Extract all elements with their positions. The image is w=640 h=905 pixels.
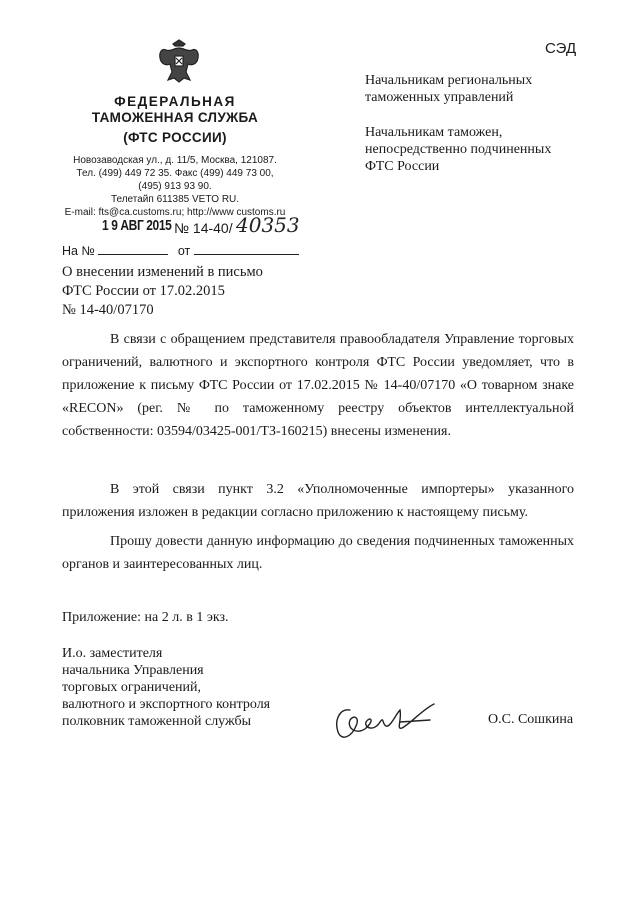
signer-line3: торговых ограничений,: [62, 680, 202, 695]
ref-from-label: от: [177, 244, 191, 258]
subject-line1: О внесении изменений в письмо: [62, 264, 263, 280]
outgoing-number-handwritten: 40353: [236, 213, 300, 237]
ref-date-blank: [194, 243, 299, 255]
signer-line5: полковник таможенной службы: [62, 714, 252, 729]
body-paragraph-1: В связи с обращением представителя правообладателя Управление торговых ограничений, валютного и экспортного контроля ФТС России уведомляет, что в приложение к письму ФТС России от 17.02.2015 № 14-40/07170 «О товарном знаке «RECON» (рег. № по таможенному реестру объектов интеллектуальной собственности: 03594/03425-001/ТЗ-160215) внесены изменения.: [62, 332, 574, 439]
org-name-line1: ФЕДЕРАЛЬНАЯ: [114, 94, 236, 109]
date-stamp: 1 9 АВГ 2015: [102, 217, 172, 234]
recipient-2-line1: Начальникам таможен,: [365, 125, 503, 140]
recipient-1: [365, 72, 605, 106]
subject-line3: № 14-40/07170: [62, 302, 154, 318]
org-name-line3: (ФТС РОССИИ): [123, 130, 227, 145]
ref-label: На №: [62, 244, 95, 258]
contact-block: [60, 154, 290, 219]
body-paragraph-2: В этой связи пункт 3.2 «Уполномоченные импортеры» указанного приложения изложен в редакции согласно приложению к настоящему письму.: [62, 482, 574, 520]
address: Новозаводская ул., д. 11/5, Москва, 121087.: [73, 155, 277, 166]
subject-line2: ФТС России от 17.02.2015: [62, 283, 225, 299]
email: E-mail: fts@ca.customs.ru; http://www customs.ru: [64, 207, 286, 218]
recipient-2-line2: непосредственно подчиненных: [365, 142, 552, 157]
recipient-2: [365, 124, 605, 175]
recipient-2-line3: ФТС России: [365, 159, 440, 174]
subject: [62, 263, 263, 320]
fax-2: (495) 913 93 90.: [138, 181, 212, 192]
signer-line1: И.о. заместителя: [62, 646, 163, 661]
outgoing-number-label: № 14-40/: [174, 220, 233, 236]
reference-line: [62, 243, 299, 258]
signer-title: [62, 645, 270, 730]
handwritten-signature: [330, 690, 440, 750]
tel-fax: Тел. (499) 449 72 35. Факс (499) 449 73 00,: [76, 168, 274, 179]
signer-name: О.С. Сошкина: [488, 712, 574, 727]
attachment-note: Приложение: на 2 л. в 1 экз.: [62, 610, 229, 625]
coat-of-arms-icon: [156, 36, 202, 86]
signer-line2: начальника Управления: [62, 663, 204, 678]
signer-line4: валютного и экспортного контроля: [62, 697, 271, 712]
teletype: Телетайп 611385 VETO RU.: [110, 194, 240, 205]
ref-number-blank: [98, 243, 168, 255]
org-name-line2: ТАМОЖЕННАЯ СЛУЖБА: [91, 110, 259, 125]
sed-mark: СЭД: [545, 40, 577, 57]
recipient-1-line1: Начальникам региональных: [365, 73, 533, 88]
body-paragraph-3: Прошу довести данную информацию до сведения подчиненных таможенных органов и заинтересованных лиц.: [62, 534, 574, 572]
recipient-1-line2: таможенных управлений: [365, 90, 514, 105]
